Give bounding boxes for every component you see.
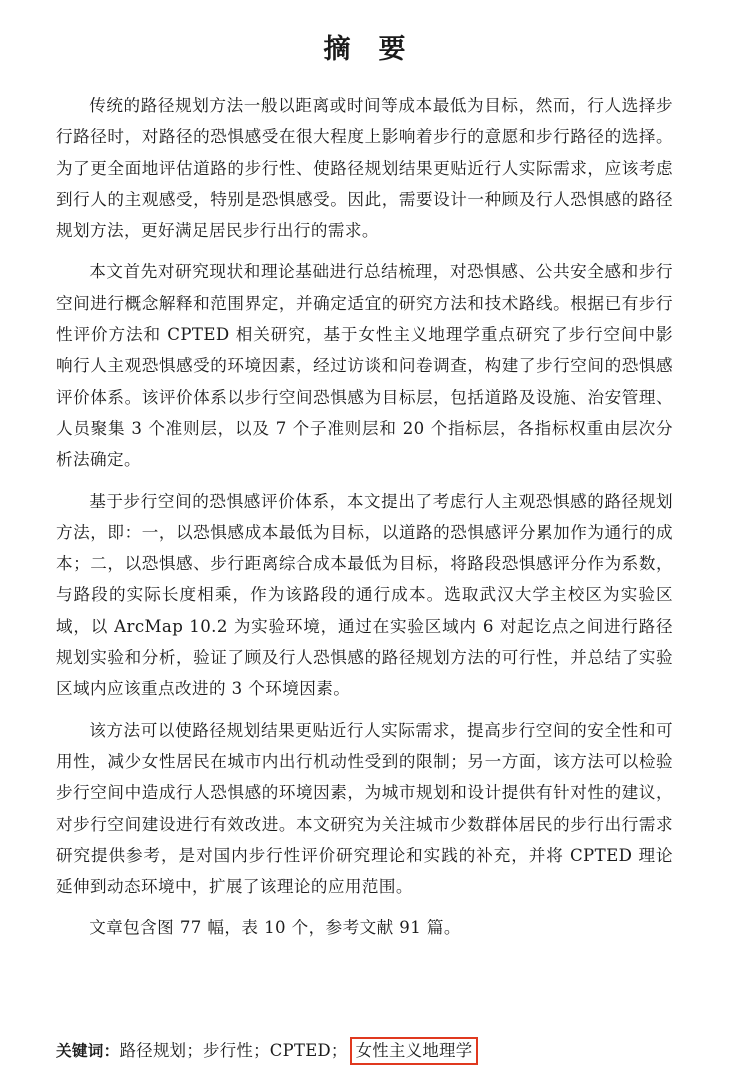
keywords-label: 关键词： <box>56 1042 120 1060</box>
abstract-paragraph-4: 该方法可以使路径规划结果更贴近行人实际需求，提高步行空间的安全性和可用性，减少女性居民在城市内出行机动性受到的限制；另一方面，该方法可以检验步行空间中造成行人恐惧感的环境因素，为城市规划和设计提供有针对性的建议，对步行空间建设进行有效改进。本文研究为关注城市少数群体居民的步行出行需求研究提供参考，是对国内步行性评价研究理论和实践的补充，并将 CPTED 理论延伸到动态环境中，扩展了该理论的应用范围。 <box>56 720 673 897</box>
abstract-paragraph-3: 基于步行空间的恐惧感评价体系，本文提出了考虑行人主观恐惧感的路径规划方法，即：一，以恐惧感成本最低为目标，以道路的恐惧感评分累加作为通行的成本；二，以恐惧感、步行距离综合成本最低为目标，将路段恐惧感评分作为系数，与路段的实际长度相乘，作为该路段的通行成本。选取武汉大学主校区为实验区域，以 ArcMap 10.2 为实验环境，通过在实验区域内 6 对起讫点之间进行路径规划实验和分析，验证了顾及行人恐惧感的路径规划方法的可行性，并总结了实验区域内应该重点改进的 3 个环境因素。 <box>56 491 673 699</box>
keywords-list: 路径规划；步行性；CPTED； <box>119 1041 348 1060</box>
keywords-line <box>56 1037 478 1065</box>
abstract-paragraph-5: 文章包含图 77 幅，表 10 个，参考文献 91 篇。 <box>89 918 461 938</box>
keyword-highlighted: 女性主义地理学 <box>350 1037 479 1065</box>
abstract-paragraph-2: 本文首先对研究现状和理论基础进行总结梳理，对恐惧感、公共安全感和步行空间进行概念解释和范围界定，并确定适宜的研究方法和技术路线。根据已有步行性评价方法和 CPTED 相关研究，基于女性主义地理学重点研究了步行空间中影响行人主观恐惧感受的环境因素，经过访谈和问卷调查，构建了步行空间的恐惧感评价体系。该评价体系以步行空间恐惧感为目标层，包括道路及设施、治安管理、人员聚集 3 个准则层，以及 7 个子准则层和 20 个指标层，各指标权重由层次分析法确定。 <box>56 262 673 470</box>
abstract-paragraph-1: 传统的路径规划方法一般以距离或时间等成本最低为目标，然而，行人选择步行路径时，对路径的恐惧感受在很大程度上影响着步行的意愿和步行路径的选择。为了更全面地评估道路的步行性、使路径规划结果更贴近行人实际需求，应该考虑到行人的主观感受，特别是恐惧感受。因此，需要设计一种顾及行人恐惧感的路径规划方法，更好满足居民步行出行的需求。 <box>56 96 673 241</box>
page-title: 摘要 <box>323 34 434 65</box>
